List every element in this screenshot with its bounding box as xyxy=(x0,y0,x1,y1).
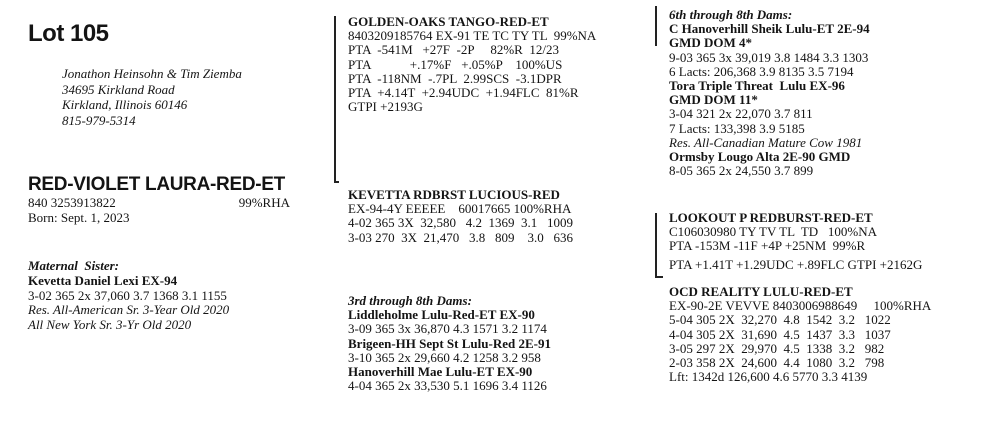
dam-entry-name: Hanoverhill Mae Lulu-ET EX-90 xyxy=(348,364,533,380)
mgs-block xyxy=(669,211,922,272)
animal-info xyxy=(28,196,290,225)
animal-birthdate: Born: Sept. 1, 2023 xyxy=(28,209,130,225)
dam-entry-record: 3-09 365 3x 36,870 4.3 1571 3.2 1174 xyxy=(348,321,547,337)
granddam-lifetime: Lft: 1342d 126,600 4.6 5770 3.3 4139 xyxy=(669,369,868,385)
dam-entry-honor: Res. All-Canadian Mature Cow 1981 xyxy=(669,134,863,150)
granddam-line: 4-04 305 2X 31,690 4.5 1437 3.3 1037 xyxy=(669,326,891,342)
column-divider xyxy=(655,6,657,46)
sire-line: PTA -541M +27F -2P 82%R 12/23 xyxy=(348,42,559,58)
dams-3-8-block xyxy=(348,294,551,393)
granddam-line: EX-90-2E VEVVE 8403006988649 100%RHA xyxy=(669,298,932,314)
granddam-block xyxy=(669,285,931,384)
dams-6-8-heading: 6th through 8th Dams: xyxy=(669,7,793,22)
animal-reg-row xyxy=(28,196,290,211)
dam-entry-record: 9-03 365 3x 39,019 3.8 1484 3.3 1303 xyxy=(669,49,869,65)
column-divider xyxy=(334,16,336,181)
dam-entry-designation: GMD DOM 4* xyxy=(669,35,753,51)
maternal-sister-heading: Maternal Sister: xyxy=(28,258,120,273)
lot-title: Lot 105 xyxy=(28,20,109,47)
dam-entry-name: C Hanoverhill Sheik Lulu-ET 2E-94 xyxy=(669,21,870,37)
dam-entry-designation: GMD DOM 11* xyxy=(669,92,758,108)
maternal-sister-name: Kevetta Daniel Lexi EX-94 xyxy=(28,272,178,288)
column-divider xyxy=(655,276,663,278)
dam-name: KEVETTA RDBRST LUCIOUS-RED xyxy=(348,187,560,202)
dam-entry-record: 8-05 365 2x 24,550 3.7 899 xyxy=(669,163,814,179)
mgs-line: PTA +1.41T +1.29UDC +.89FLC GTPI +2162G xyxy=(669,256,923,272)
dam-line: 3-03 270 3X 21,470 3.8 809 3.0 636 xyxy=(348,229,573,245)
dam-entry-lacts: 7 Lacts: 133,398 3.9 5185 xyxy=(669,120,805,136)
sire-line: PTA -118NM -.7PL 2.99SCS -3.1DPR xyxy=(348,70,562,86)
sire-line: 8403209185764 EX-91 TE TC TY TL 99%NA xyxy=(348,28,597,44)
column-divider xyxy=(334,181,339,183)
sire-line: GTPI +2193G xyxy=(348,99,423,115)
dam-entry-name: Liddleholme Lulu-Red-ET EX-90 xyxy=(348,307,535,323)
mgs-line: C106030980 TY TV TL TD 100%NA xyxy=(669,224,878,240)
maternal-sister-honor: Res. All-American Sr. 3-Year Old 2020 xyxy=(28,302,230,318)
dam-entry-lacts: 6 Lacts: 206,368 3.9 8135 3.5 7194 xyxy=(669,63,854,79)
dams-3-8-heading: 3rd through 8th Dams: xyxy=(348,293,472,308)
dam-block xyxy=(348,188,573,245)
sire-name: GOLDEN-OAKS TANGO-RED-ET xyxy=(348,14,549,29)
consignor-phone: 815-979-5314 xyxy=(62,112,136,128)
maternal-sister-record: 3-02 365 2x 37,060 3.7 1368 3.1 1155 xyxy=(28,287,227,303)
dams-6-8-block xyxy=(669,8,870,178)
dam-entry-record: 3-10 365 2x 29,660 4.2 1258 3.2 958 xyxy=(348,349,541,365)
column-divider xyxy=(655,213,657,277)
maternal-sister-block xyxy=(28,259,229,333)
animal-reg-number: 840 3253913822 xyxy=(28,195,116,210)
granddam-line: 2-03 358 2X 24,600 4.4 1080 3.2 798 xyxy=(669,355,885,371)
consignor-street: 34695 Kirkland Road xyxy=(62,81,175,97)
sire-line: PTA +4.14T +2.94UDC +1.94FLC 81%R xyxy=(348,85,579,101)
mgs-name: LOOKOUT P REDBURST-RED-ET xyxy=(669,210,873,225)
dam-line: EX-94-4Y EEEEE 60017665 100%RHA xyxy=(348,201,572,217)
animal-born-row xyxy=(28,211,290,226)
dam-entry-record: 4-04 365 2x 33,530 5.1 1696 3.4 1126 xyxy=(348,378,547,394)
dam-entry-name: Tora Triple Threat Lulu EX-96 xyxy=(669,78,845,94)
granddam-name: OCD REALITY LULU-RED-ET xyxy=(669,284,853,299)
dam-line: 4-02 365 3X 32,580 4.2 1369 3.1 1009 xyxy=(348,215,573,231)
maternal-sister-honor: All New York Sr. 3-Yr Old 2020 xyxy=(28,317,192,333)
granddam-line: 3-05 297 2X 29,970 4.5 1338 3.2 982 xyxy=(669,340,885,356)
sire-block xyxy=(348,15,596,114)
granddam-line: 5-04 305 2X 32,270 4.8 1542 3.2 1022 xyxy=(669,312,891,328)
consignor-info xyxy=(62,66,242,128)
consignor-city: Kirkland, Illinois 60146 xyxy=(62,97,188,112)
animal-name: RED-VIOLET LAURA-RED-ET xyxy=(28,174,285,195)
consignor-names: Jonathon Heinsohn & Tim Ziemba xyxy=(62,66,242,81)
mgs-line: PTA -153M -11F +4P +25NM 99%R xyxy=(669,238,866,254)
animal-rha: 99%RHA xyxy=(238,195,290,210)
sire-line: PTA +.17%F +.05%P 100%US xyxy=(348,56,563,72)
dam-entry-name: Brigeen-HH Sept St Lulu-Red 2E-91 xyxy=(348,335,551,351)
dam-entry-record: 3-04 321 2x 22,070 3.7 811 xyxy=(669,106,813,122)
dam-entry-name: Ormsby Lougo Alta 2E-90 GMD xyxy=(669,149,851,165)
